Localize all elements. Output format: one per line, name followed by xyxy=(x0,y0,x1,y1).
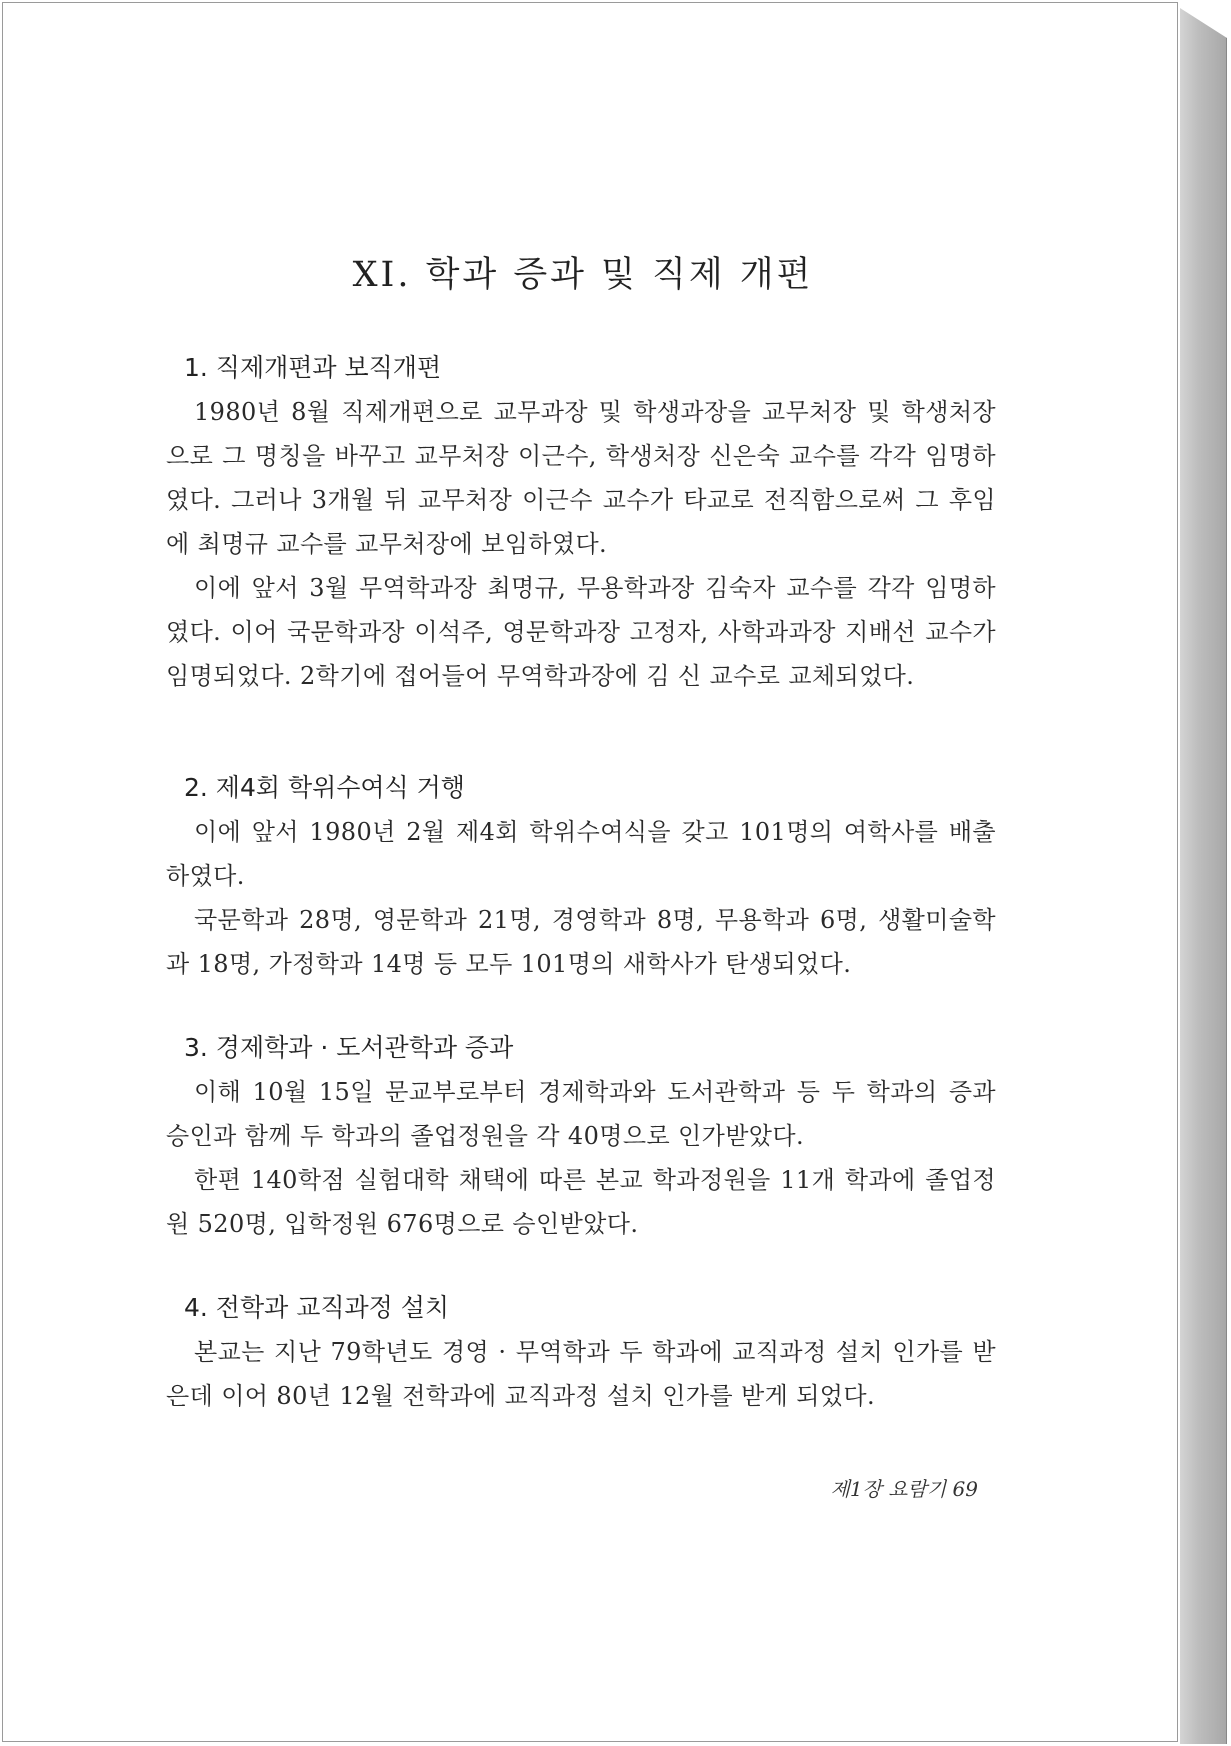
paragraph: 본교는 지난 79학년도 경영 · 무역학과 두 학과에 교직과정 설치 인가를 받은데 이어 80년 12월 전학과에 교직과정 설치 인가를 받게 되었다. xyxy=(166,1338,996,1410)
paragraph: 국문학과 28명, 영문학과 21명, 경영학과 8명, 무용학과 6명, 생활미술학과 18명, 가정학과 14명 등 모두 101명의 새학사가 탄생되었다. xyxy=(166,906,996,978)
paragraph: 1980년 8월 직제개편으로 교무과장 및 학생과장을 교무처장 및 학생처장으로 그 명칭을 바꾸고 교무처장 이근수, 학생처장 신은숙 교수를 각각 임명하였다. 그러나 3개월 뒤 교무처장 이근수 교수가 타교로 전직함으로써 그 후임에 최명규 교수를 교무처장에 보임하였다. xyxy=(166,398,996,558)
paragraph: 이에 앞서 3월 무역학과장 최명규, 무용학과장 김숙자 교수를 각각 임명하였다. 이어 국문학과장 이석주, 영문학과장 고정자, 사학과과장 지배선 교수가 임명되었다. 2학기에 접어들어 무역학과장에 김 신 교수로 교체되었다. xyxy=(166,574,996,690)
paragraph: 이해 10월 15일 문교부로부터 경제학과와 도서관학과 등 두 학과의 증과 승인과 함께 두 학과의 졸업정원을 각 40명으로 인가받았다. xyxy=(166,1078,996,1150)
running-footer: 제1장 요람기 69 xyxy=(830,1477,978,1501)
page xyxy=(2,2,1178,1742)
page-content xyxy=(166,348,996,1418)
section-heading: 2. 제4회 학위수여식 거행 xyxy=(184,773,465,802)
section-heading: 3. 경제학과 · 도서관학과 증과 xyxy=(184,1033,514,1062)
section-heading: 1. 직제개편과 보직개편 xyxy=(184,353,442,382)
paragraph: 이에 앞서 1980년 2월 제4회 학위수여식을 갖고 101명의 여학사를 배출하였다. xyxy=(166,818,996,890)
section-4 xyxy=(166,1288,996,1418)
paragraph: 한편 140학점 실험대학 채택에 따른 본교 학과정원을 11개 학과에 졸업정원 520명, 입학정원 676명으로 승인받았다. xyxy=(166,1166,996,1238)
section-2 xyxy=(166,768,996,986)
section-1 xyxy=(166,348,996,698)
section-heading: 4. 전학과 교직과정 설치 xyxy=(184,1293,450,1322)
chapter-title: XI. 학과 증과 및 직제 개편 xyxy=(352,255,814,295)
section-3 xyxy=(166,1028,996,1246)
book-spine-edge xyxy=(1180,8,1227,1744)
